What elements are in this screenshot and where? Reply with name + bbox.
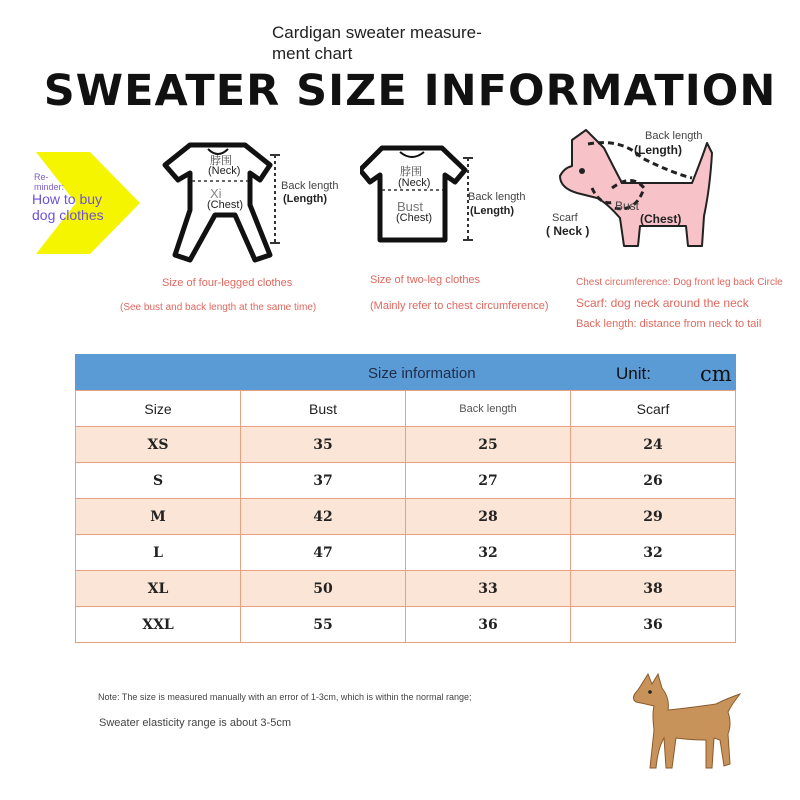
table-row — [76, 607, 736, 643]
column-header-back-length: Back length — [406, 391, 571, 427]
four-leg-length-label: (Length) — [283, 193, 327, 205]
unit-label: Unit: — [616, 364, 651, 383]
dog-chest-label: (Chest) — [640, 212, 682, 226]
table-grid — [75, 390, 736, 643]
scarf-cell: 38 — [571, 571, 736, 607]
unit-value: cm — [700, 362, 732, 386]
dog-illustration — [628, 668, 748, 778]
dog-back-length-label: Back length — [645, 130, 703, 142]
four-leg-neck-label: (Neck) — [208, 165, 241, 177]
table-row — [76, 463, 736, 499]
four-leg-caption: Size of four-legged clothes — [162, 277, 293, 289]
table-column-header-row — [76, 391, 736, 427]
scarf-cell: 32 — [571, 535, 736, 571]
size-cell: M — [76, 499, 241, 535]
page-title: SWEATER SIZE INFORMATION — [43, 66, 777, 116]
two-leg-caption: Size of two-leg clothes — [370, 274, 481, 286]
back-length-cell: 25 — [406, 427, 571, 463]
bust-cell: 55 — [241, 607, 406, 643]
table-row — [76, 427, 736, 463]
bust-cell: 50 — [241, 571, 406, 607]
size-cell: S — [76, 463, 241, 499]
measurement-note: Note: The size is measured manually with an error of 1-3cm, which is within the normal range; — [98, 692, 472, 702]
four-leg-neck-cn: 脖围 — [210, 155, 232, 167]
back-length-cell: 33 — [406, 571, 571, 607]
dog-bust-label: Bust — [615, 199, 640, 213]
table-header-title: Size information — [368, 365, 476, 382]
chart-subtitle: Cardigan sweater measure- ment chart — [272, 23, 482, 63]
scarf-cell: 24 — [571, 427, 736, 463]
two-leg-neck-cn: 脖围 — [400, 166, 422, 178]
column-header-scarf: Scarf — [571, 391, 736, 427]
dog-scarf-note: Scarf: dog neck around the neck — [576, 296, 749, 310]
column-header-size: Size — [76, 391, 241, 427]
back-length-cell: 27 — [406, 463, 571, 499]
size-cell: XXL — [76, 607, 241, 643]
bust-cell: 37 — [241, 463, 406, 499]
four-leg-back-length-label: Back length — [281, 180, 339, 192]
scarf-cell: 29 — [571, 499, 736, 535]
four-leg-chest-label: (Chest) — [207, 199, 244, 211]
four-leg-chest-cn: Xi — [210, 186, 222, 201]
two-leg-note: (Mainly refer to chest circumference) — [370, 300, 549, 312]
two-leg-length-label: (Length) — [470, 205, 514, 217]
table-row — [76, 571, 736, 607]
dog-neck-label: ( Neck ) — [546, 224, 590, 238]
table-row — [76, 499, 736, 535]
four-leg-note: (See bust and back length at the same time) — [120, 302, 317, 313]
two-leg-neck-label: (Neck) — [398, 177, 431, 189]
bust-cell: 35 — [241, 427, 406, 463]
back-length-cell: 36 — [406, 607, 571, 643]
bust-cell: 42 — [241, 499, 406, 535]
dog-scarf-label: Scarf — [552, 212, 578, 224]
two-leg-chest-label: (Chest) — [396, 212, 433, 224]
table-header-bar — [75, 354, 736, 390]
reminder-label: Re- minder: — [34, 172, 65, 192]
bust-cell: 47 — [241, 535, 406, 571]
table-row — [76, 535, 736, 571]
two-leg-back-length-label: Back length — [468, 191, 526, 203]
dog-back-length-note: Back length: distance from neck to tail — [576, 318, 762, 330]
size-cell: XS — [76, 427, 241, 463]
two-leg-bust-label: Bust — [397, 199, 424, 214]
scarf-cell: 36 — [571, 607, 736, 643]
size-cell: XL — [76, 571, 241, 607]
elasticity-note: Sweater elasticity range is about 3-5cm — [99, 717, 291, 729]
dog-chest-note: Chest circumference: Dog front leg back Circle — [576, 277, 783, 288]
column-header-bust: Bust — [241, 391, 406, 427]
reminder-text: How to buy dog clothes — [32, 191, 104, 223]
back-length-cell: 28 — [406, 499, 571, 535]
size-table — [75, 354, 736, 643]
back-length-cell: 32 — [406, 535, 571, 571]
size-cell: L — [76, 535, 241, 571]
scarf-cell: 26 — [571, 463, 736, 499]
dog-length-label: (Length) — [634, 143, 682, 157]
